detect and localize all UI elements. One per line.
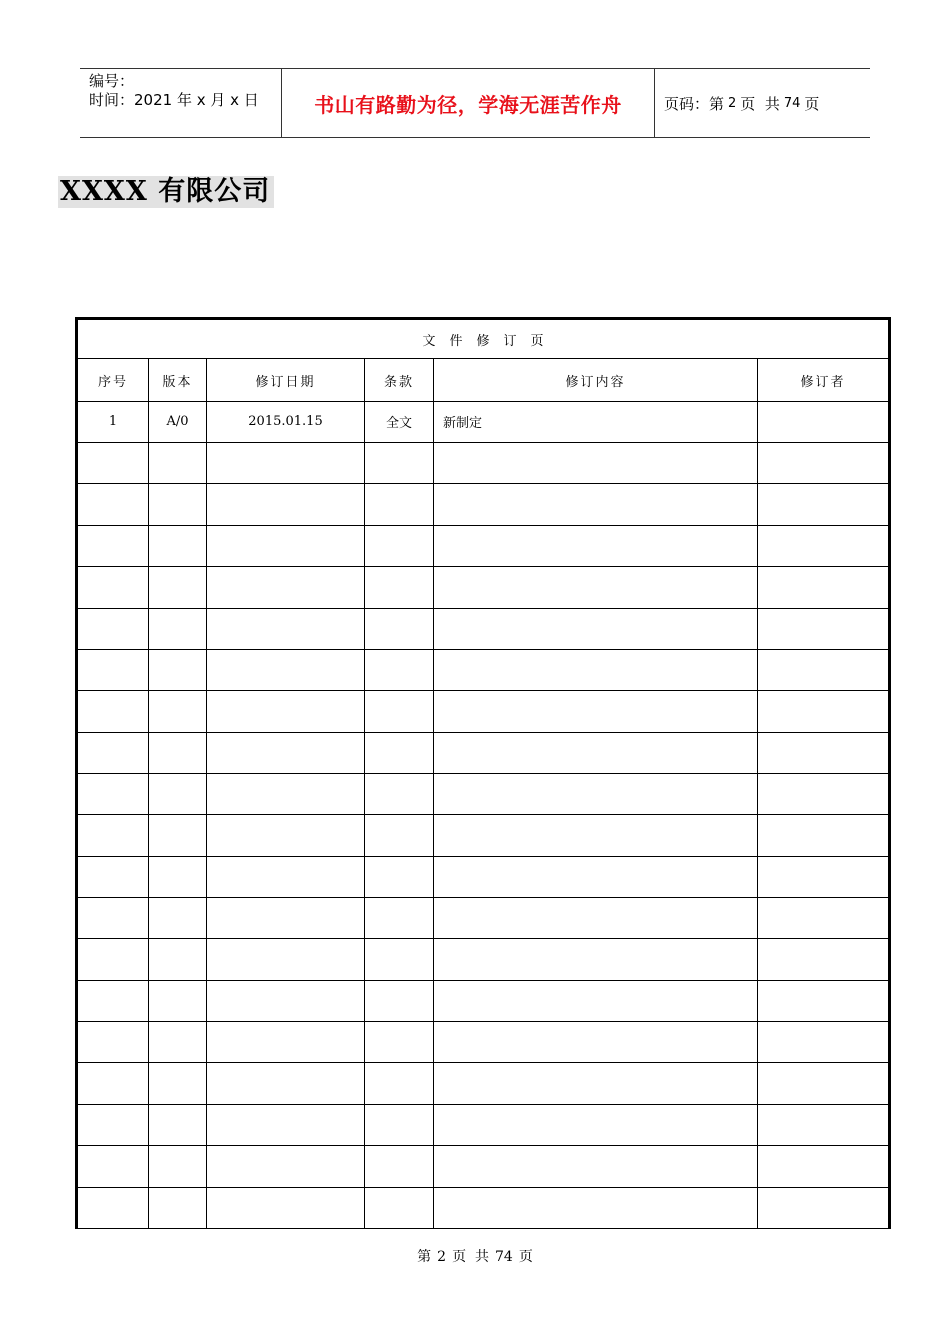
cell-version <box>149 939 207 980</box>
cell-version <box>149 856 207 897</box>
cell-version <box>149 1146 207 1187</box>
table-row <box>77 1187 890 1228</box>
cell-date <box>207 773 365 814</box>
cell-clause <box>365 1022 434 1063</box>
cell-reviser <box>758 567 890 608</box>
page-mid: 页 共 <box>740 94 780 113</box>
cell-seq <box>77 856 149 897</box>
cell-clause <box>365 1187 434 1228</box>
cell-content <box>434 443 758 484</box>
cell-reviser <box>758 443 890 484</box>
doc-date-label: 时间：2021 年 x 月 x 日 <box>89 91 259 109</box>
cell-reviser <box>758 401 890 442</box>
table-row <box>77 1146 890 1187</box>
cell-reviser <box>758 1063 890 1104</box>
cell-date <box>207 443 365 484</box>
col-header-version: 版本 <box>149 359 207 401</box>
col-header-reviser: 修订者 <box>758 359 890 401</box>
cell-seq <box>77 980 149 1021</box>
header-motto: 书山有路勤为径，学海无涯苦作舟 <box>282 69 655 137</box>
cell-seq <box>77 608 149 649</box>
cell-reviser <box>758 856 890 897</box>
table-row <box>77 815 890 856</box>
footer-page: 2 <box>437 1249 447 1265</box>
col-header-clause: 条款 <box>365 359 434 401</box>
cell-content <box>434 898 758 939</box>
cell-content <box>434 567 758 608</box>
cell-content <box>434 939 758 980</box>
cell-seq <box>77 691 149 732</box>
cell-clause <box>365 980 434 1021</box>
cell-version <box>149 567 207 608</box>
cell-date <box>207 1063 365 1104</box>
cell-seq: 1 <box>77 401 149 442</box>
cell-date <box>207 649 365 690</box>
revision-table <box>75 317 891 1229</box>
page-footer <box>0 1246 950 1266</box>
col-header-date: 修订日期 <box>207 359 365 401</box>
cell-clause <box>365 939 434 980</box>
page-suffix: 页 <box>804 94 820 113</box>
header-page-info <box>655 69 870 137</box>
header-meta <box>80 69 282 137</box>
cell-reviser <box>758 691 890 732</box>
cell-date <box>207 898 365 939</box>
table-row <box>77 1063 890 1104</box>
cell-seq <box>77 1063 149 1104</box>
table-row <box>77 1104 890 1145</box>
cell-version <box>149 1104 207 1145</box>
cell-seq <box>77 939 149 980</box>
cell-content <box>434 691 758 732</box>
cell-reviser <box>758 1187 890 1228</box>
cell-content <box>434 649 758 690</box>
cell-clause <box>365 484 434 525</box>
table-title-row <box>77 319 890 359</box>
cell-reviser <box>758 1022 890 1063</box>
col-header-seq: 序号 <box>77 359 149 401</box>
cell-reviser <box>758 939 890 980</box>
company-title: XXXX 有限公司 <box>58 176 274 208</box>
cell-seq <box>77 525 149 566</box>
cell-clause <box>365 815 434 856</box>
cell-content <box>434 732 758 773</box>
cell-version <box>149 525 207 566</box>
cell-reviser <box>758 484 890 525</box>
cell-version <box>149 898 207 939</box>
cell-content <box>434 1187 758 1228</box>
cell-clause <box>365 567 434 608</box>
cell-reviser <box>758 980 890 1021</box>
cell-content: 新制定 <box>434 401 758 442</box>
cell-version <box>149 1022 207 1063</box>
doc-number-label: 编号： <box>89 72 135 90</box>
table-row <box>77 732 890 773</box>
table-row <box>77 567 890 608</box>
cell-clause <box>365 443 434 484</box>
cell-date <box>207 1146 365 1187</box>
cell-content <box>434 608 758 649</box>
cell-content <box>434 1146 758 1187</box>
cell-reviser <box>758 898 890 939</box>
cell-reviser <box>758 608 890 649</box>
cell-version <box>149 691 207 732</box>
cell-content <box>434 815 758 856</box>
cell-seq <box>77 815 149 856</box>
cell-version <box>149 980 207 1021</box>
cell-version <box>149 773 207 814</box>
cell-date <box>207 980 365 1021</box>
cell-clause <box>365 732 434 773</box>
cell-date <box>207 567 365 608</box>
table-row <box>77 1022 890 1063</box>
cell-version <box>149 732 207 773</box>
table-row <box>77 980 890 1021</box>
cell-content <box>434 1104 758 1145</box>
cell-reviser <box>758 732 890 773</box>
cell-clause <box>365 691 434 732</box>
table-header-row <box>77 359 890 401</box>
cell-content <box>434 525 758 566</box>
cell-content <box>434 980 758 1021</box>
cell-reviser <box>758 1104 890 1145</box>
col-header-content: 修订内容 <box>434 359 758 401</box>
cell-date <box>207 1022 365 1063</box>
footer-mid: 页 共 <box>452 1249 489 1265</box>
cell-seq <box>77 1146 149 1187</box>
page-prefix: 页码：第 <box>664 94 725 113</box>
table-row <box>77 856 890 897</box>
cell-reviser <box>758 1146 890 1187</box>
cell-clause <box>365 773 434 814</box>
footer-total: 74 <box>495 1249 513 1265</box>
cell-version <box>149 608 207 649</box>
cell-version: A/0 <box>149 401 207 442</box>
cell-date <box>207 732 365 773</box>
cell-reviser <box>758 773 890 814</box>
cell-clause <box>365 608 434 649</box>
cell-seq <box>77 443 149 484</box>
cell-seq <box>77 898 149 939</box>
cell-version <box>149 649 207 690</box>
page-header <box>80 68 870 138</box>
table-row <box>77 401 890 442</box>
cell-seq <box>77 1022 149 1063</box>
cell-seq <box>77 773 149 814</box>
page-number: 2 <box>728 95 737 111</box>
cell-clause <box>365 1104 434 1145</box>
cell-version <box>149 484 207 525</box>
cell-seq <box>77 649 149 690</box>
cell-version <box>149 1187 207 1228</box>
cell-date <box>207 1187 365 1228</box>
table-row <box>77 443 890 484</box>
table-row <box>77 608 890 649</box>
cell-clause <box>365 856 434 897</box>
cell-content <box>434 484 758 525</box>
cell-date <box>207 1104 365 1145</box>
cell-date <box>207 691 365 732</box>
cell-content <box>434 773 758 814</box>
cell-seq <box>77 732 149 773</box>
table-row <box>77 649 890 690</box>
cell-date <box>207 608 365 649</box>
table-row <box>77 484 890 525</box>
table-row <box>77 939 890 980</box>
cell-seq <box>77 1187 149 1228</box>
cell-date <box>207 856 365 897</box>
cell-content <box>434 1063 758 1104</box>
cell-reviser <box>758 815 890 856</box>
cell-date <box>207 815 365 856</box>
cell-reviser <box>758 649 890 690</box>
table-title: 文件修订页 <box>77 319 890 359</box>
page-total: 74 <box>783 95 801 111</box>
table-row <box>77 773 890 814</box>
cell-clause <box>365 525 434 566</box>
cell-clause <box>365 898 434 939</box>
cell-seq <box>77 1104 149 1145</box>
cell-version <box>149 815 207 856</box>
footer-prefix: 第 <box>417 1249 432 1265</box>
cell-seq <box>77 484 149 525</box>
cell-reviser <box>758 525 890 566</box>
cell-clause: 全文 <box>365 401 434 442</box>
cell-clause <box>365 1146 434 1187</box>
table-row <box>77 525 890 566</box>
footer-suffix: 页 <box>518 1249 533 1265</box>
cell-clause <box>365 1063 434 1104</box>
cell-date <box>207 484 365 525</box>
table-row <box>77 898 890 939</box>
cell-clause <box>365 649 434 690</box>
cell-date <box>207 525 365 566</box>
cell-date <box>207 939 365 980</box>
cell-content <box>434 856 758 897</box>
cell-date: 2015.01.15 <box>207 401 365 442</box>
cell-version <box>149 443 207 484</box>
cell-version <box>149 1063 207 1104</box>
cell-seq <box>77 567 149 608</box>
table-row <box>77 691 890 732</box>
cell-content <box>434 1022 758 1063</box>
